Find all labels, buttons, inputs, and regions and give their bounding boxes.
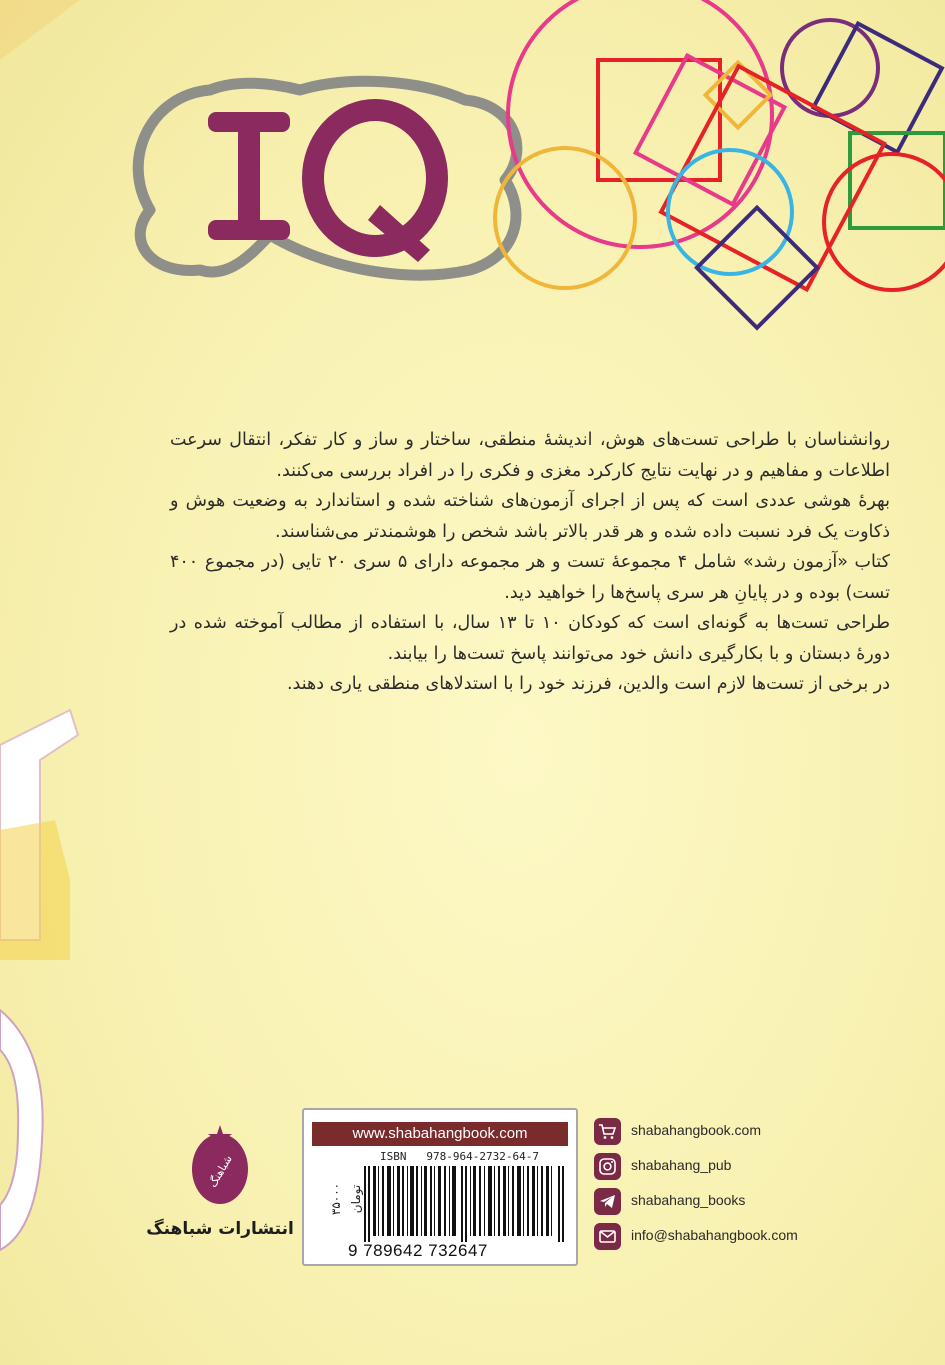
contact-text[interactable]: info@shabahangbook.com [631, 1227, 798, 1243]
price-unit: تومان [349, 1184, 363, 1214]
paragraph: طراحی تست‌ها به گونه‌ای است که کودکان ۱۰ تا ۱۳ سال، با استفاده از مطالب آموخته شده در دورهٔ دبستان و با بکارگیری دانش خود می‌توانند پاسخ تست‌ها را بیابند. [170, 613, 890, 664]
telegram-icon [594, 1188, 621, 1215]
barcode-sticker [302, 1108, 578, 1266]
description-text [170, 425, 890, 700]
corner-stripe [0, 0, 80, 60]
contact-text[interactable]: shabahang_pub [631, 1157, 732, 1173]
contact-website[interactable] [594, 1118, 834, 1153]
barcode-number: 9 789642 732647 [348, 1241, 488, 1260]
email-icon [594, 1223, 621, 1250]
contact-email[interactable] [594, 1223, 834, 1258]
website-url: www.shabahangbook.com [312, 1122, 568, 1146]
contact-text[interactable]: shabahang_books [631, 1192, 746, 1208]
shape-circle-purple [782, 20, 878, 116]
paragraph: کتاب «آزمون رشد» شامل ۴ مجموعهٔ تست و هر مجموعه دارای ۵ سری ۲۰ تایی (در مجموع ۴۰۰ تست) بوده و در پایانِ هر سری پاسخ‌ها را خواهید دید. [170, 552, 890, 603]
publisher-name: انتشارات شباهنگ [146, 1219, 294, 1239]
publisher-logo-text: شباهنگ [206, 1152, 235, 1190]
contact-instagram[interactable] [594, 1153, 834, 1188]
paragraph: روانشناسان با طراحی تست‌های هوش، اندیشهٔ منطقی، ساختار و ساز و کار تفکر، انتقال سرعت اطلاعات و مفاهیم و در نهایت نتایج کارکرد مغزی و فکری را در افراد بررسی می‌کنند. [170, 430, 890, 481]
price-label [318, 1162, 363, 1240]
contact-list [594, 1118, 834, 1258]
brain-outline-icon [138, 81, 517, 275]
price-value: ۳۵۰۰۰ [329, 1182, 343, 1216]
paragraph: بهرهٔ هوشی عددی است که پس از اجرای آزمون‌های شناخته شده و استاندارد به وضعیت هوش و ذکاوت یک فرد نسبت داده شده و هر قدر بالاتر باشد شخص را هوشمندتر می‌شناسند. [170, 491, 890, 542]
instagram-icon [594, 1153, 621, 1180]
contact-text[interactable]: shabahangbook.com [631, 1122, 761, 1138]
cart-icon [594, 1118, 621, 1145]
contact-telegram[interactable] [594, 1188, 834, 1223]
left-sticker-ring [0, 1010, 43, 1250]
barcode-bars [364, 1166, 566, 1242]
shape-square-red [598, 60, 720, 180]
publisher-logo-icon [190, 1125, 250, 1205]
iq-logo [208, 110, 437, 262]
isbn-label: ISBN 978-964-2732-64-7 [380, 1150, 539, 1163]
left-sticker-yellow [0, 820, 70, 960]
publisher-block [140, 1125, 300, 1239]
paragraph: در برخی از تست‌ها لازم است والدین، فرزند خود را با استدلاهای منطقی یاری دهند. [286, 674, 890, 694]
